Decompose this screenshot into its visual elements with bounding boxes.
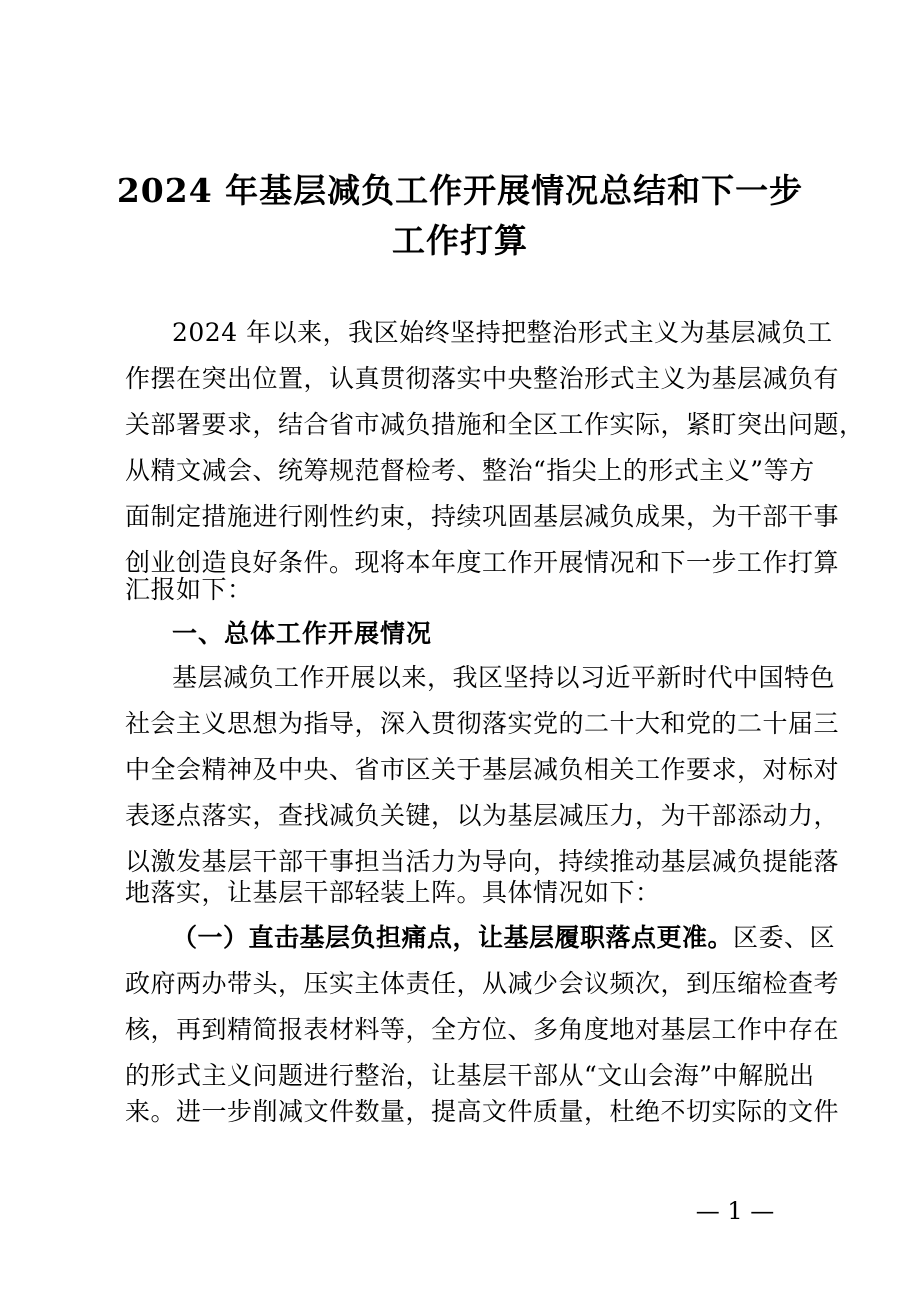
- document-title-line-2: 工作打算: [392, 221, 528, 260]
- paragraph-line: 表逐点落实，查找减负关键，以为基层减压力，为干部添动力，: [125, 801, 840, 830]
- paragraph-line: 政府两办带头，压实主体责任，从减少会议频次，到压缩检查考: [125, 969, 840, 998]
- paragraph-line: 核，再到精简报表材料等，全方位、多角度地对基层工作中存在: [125, 1015, 840, 1044]
- paragraph-line: 从精文减会、统筹规范督检考、整治“指尖上的形式主义”等方: [125, 456, 815, 485]
- paragraph-line: 中全会精神及中央、省市区关于基层减负相关工作要求，对标对: [125, 755, 840, 784]
- paragraph-line: 的形式主义问题进行整治，让基层干部从“文山会海”中解脱出: [125, 1061, 815, 1090]
- paragraph-line: 面制定措施进行刚性约束，持续巩固基层减负成果，为干部干事: [125, 502, 840, 531]
- paragraph-line: 基层减负工作开展以来，我区坚持以习近平新时代中国特色: [172, 663, 836, 692]
- section-heading: 一、总体工作开展情况: [172, 619, 433, 648]
- page-number: — 1 —: [695, 1197, 775, 1225]
- subsection-heading-rest: 区委、区: [733, 923, 836, 952]
- paragraph-line: 以激发基层干部干事担当活力为导向，持续推动基层减负提能落: [125, 847, 840, 876]
- subsection-heading: （一）直击基层负担痛点，让基层履职落点更准。: [172, 923, 734, 952]
- paragraph-line: 汇报如下：: [125, 575, 253, 604]
- paragraph-line: 作摆在突出位置，认真贯彻落实中央整治形式主义为基层减负有: [125, 364, 840, 393]
- paragraph-line: 创业创造良好条件。现将本年度工作开展情况和下一步工作打算: [125, 548, 840, 577]
- paragraph-line: 社会主义思想为指导，深入贯彻落实党的二十大和党的二十届三: [125, 709, 840, 738]
- paragraph-line: [172, 922, 836, 954]
- paragraph-line: 2024 年以来，我区始终坚持把整治形式主义为基层减负工: [172, 318, 833, 347]
- paragraph-line: 来。进一步削减文件数量，提高文件质量，杜绝不切实际的文件: [125, 1097, 840, 1126]
- document-title-line-1: 2024 年基层减负工作开展情况总结和下一步: [116, 171, 804, 210]
- paragraph-line: 关部署要求，结合省市减负措施和全区工作实际，紧盯突出问题，: [125, 410, 865, 439]
- paragraph-line: 地落实，让基层干部轻装上阵。具体情况如下：: [125, 878, 661, 907]
